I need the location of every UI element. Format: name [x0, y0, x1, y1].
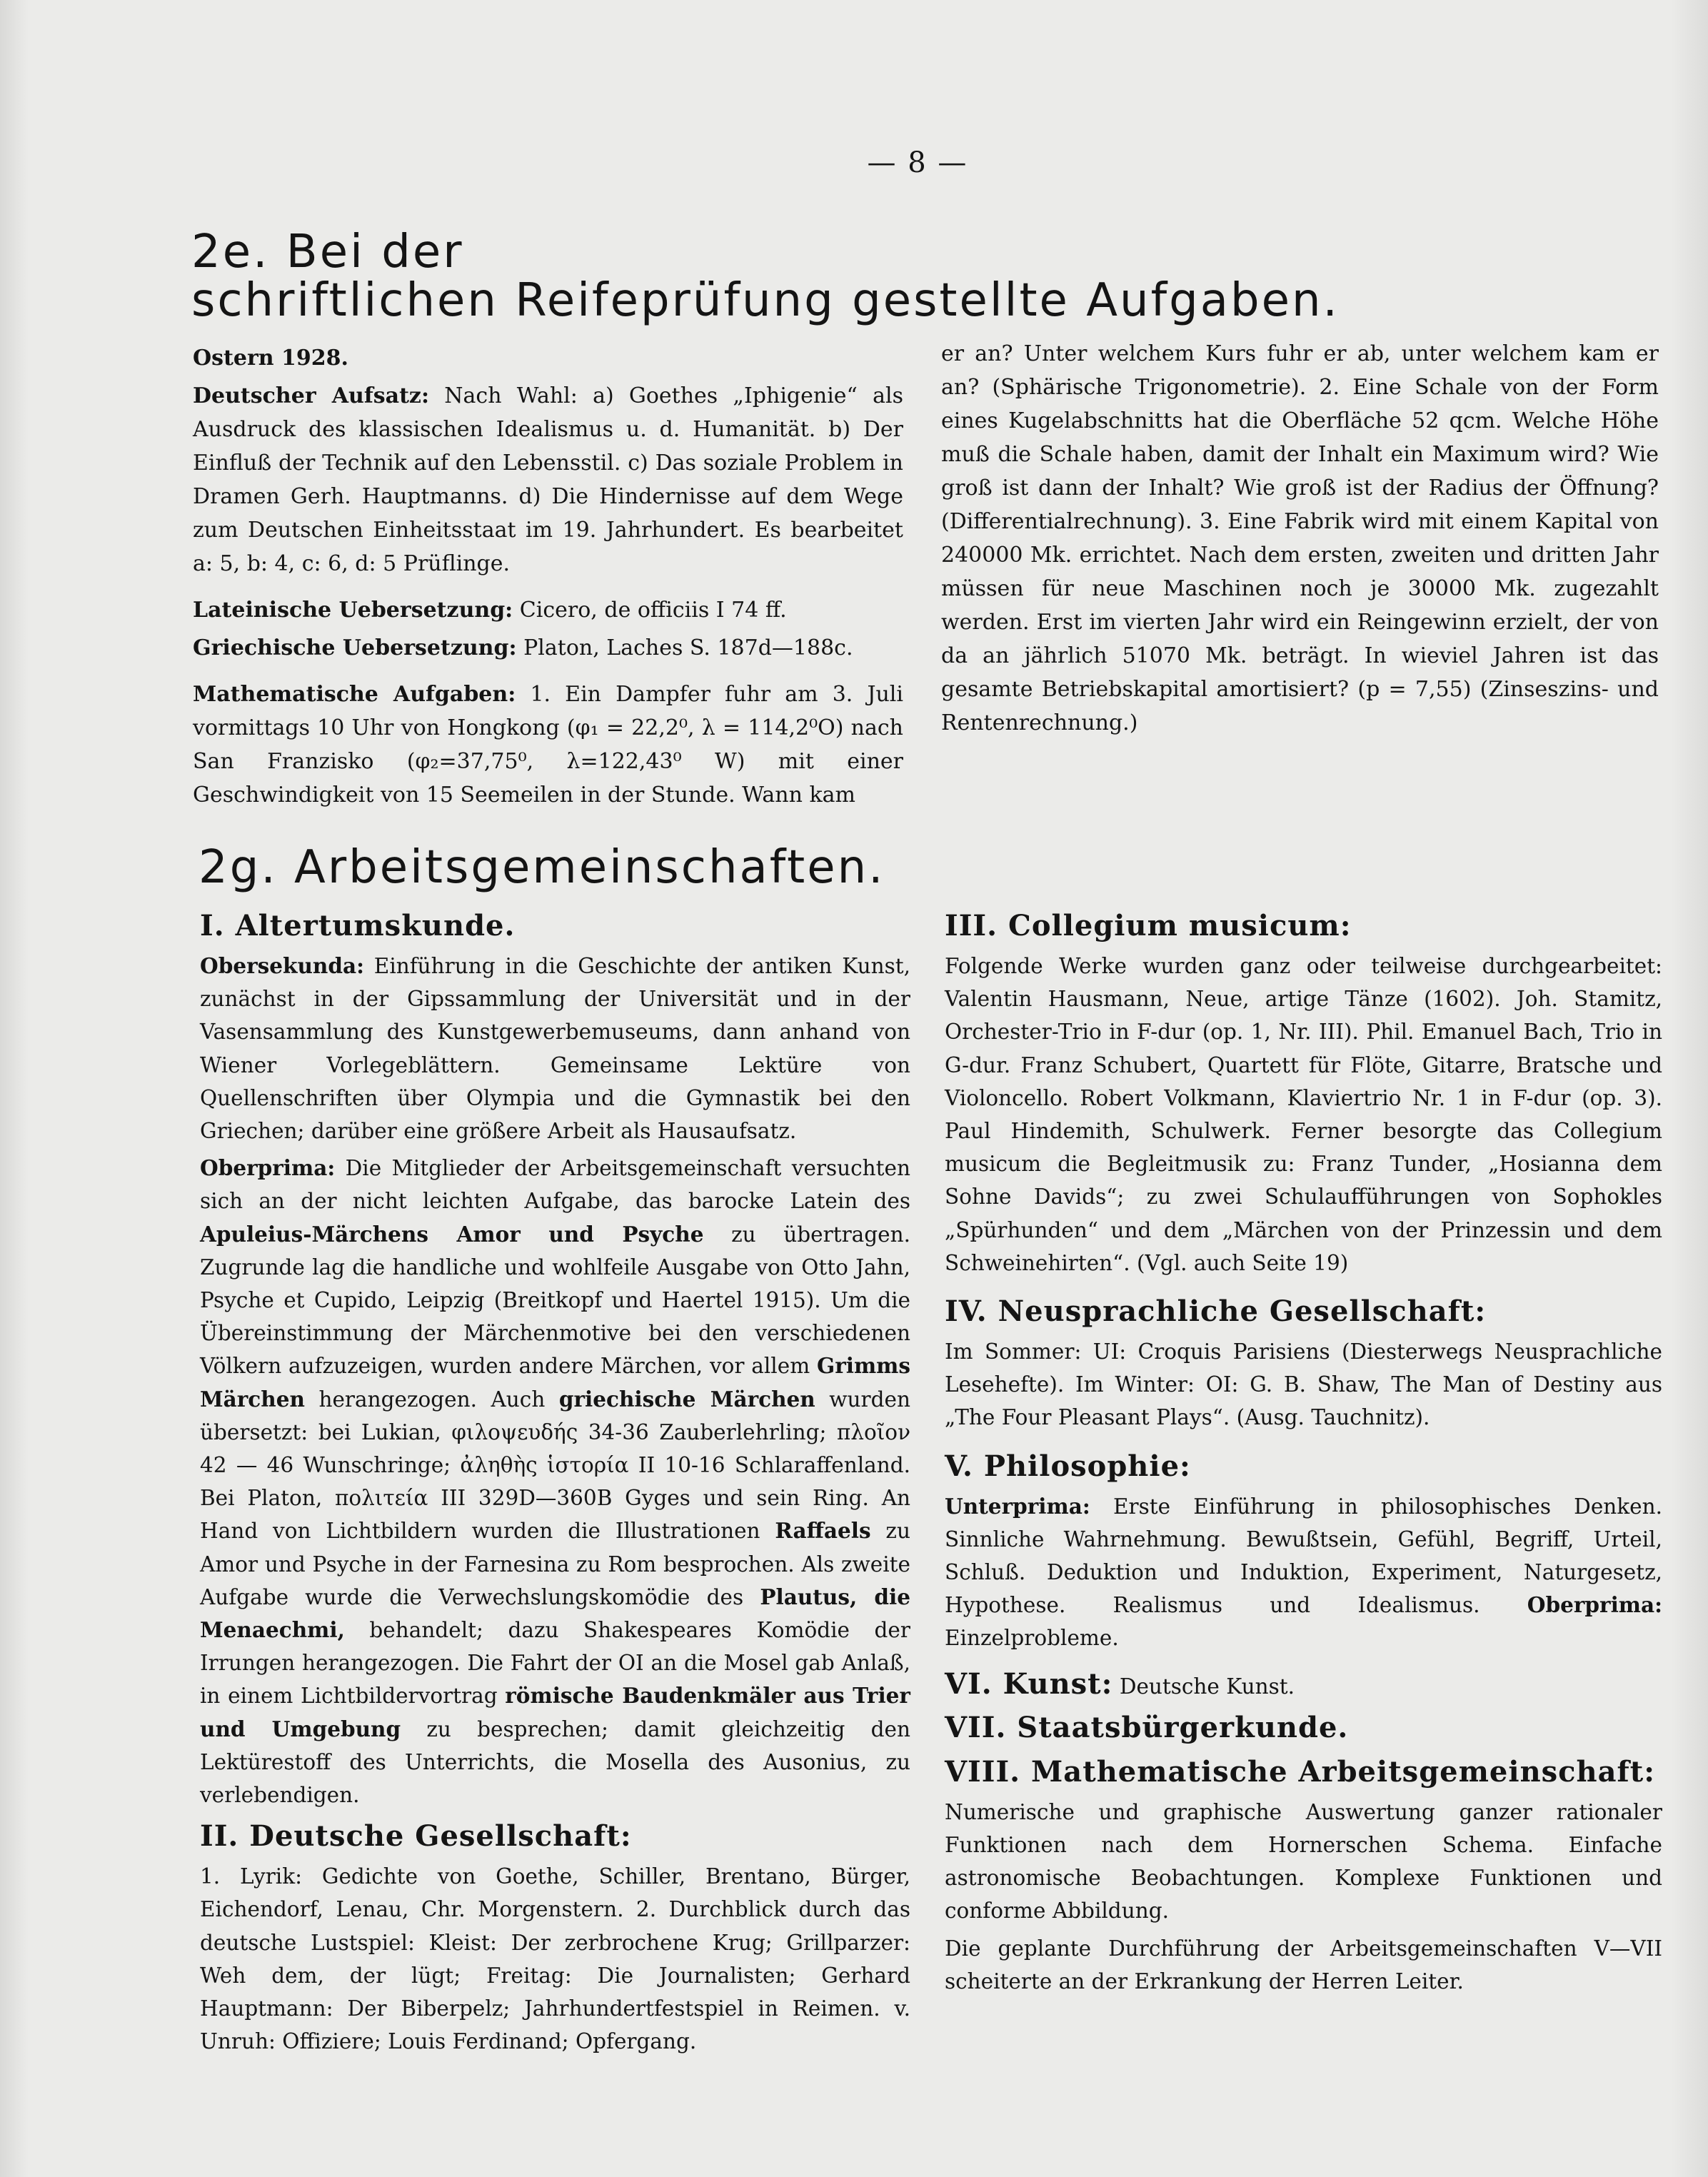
deutsche-gesellschaft-text: 1. Lyrik: Gedichte von Goethe, Schiller, Brentano, Bürger, Eichendorf, Lenau, Chr. Morgenstern. 2. Durchblick durch das deutsche Lustspiel: Kleist: Der zerbrochene Krug; Grillparzer: Weh dem, der lügt; Freitag: Die Journalisten; Gerhard Hauptmann: Der Biberpelz; Jahrhundertfestspiel in Reimen. v. Unruh: Offiziere; Louis Ferdinand; Opfergang.: [200, 1864, 910, 2054]
arbeitsgemeinschaften-note: Die geplante Durchführung der Arbeitsgemeinschaften V—VII scheiterte an der Erkrankung der Herren Leiter.: [945, 1936, 1662, 1994]
unterprima-text: Erste Einführung in philosophisches Denken. Sinnliche Wahrnehmung. Bewußtsein, Gefühl, Begriff, Urteil, Schluß. Deduktion und Induktion, Experiment, Naturgesetz, Hypothese. Realismus und Idealismus.: [945, 1494, 1662, 1618]
section-2g-right-column: [945, 901, 1662, 2011]
oberprima-bold-2: Grimms Märchen: [200, 1353, 910, 1412]
section-2g-title: 2g. Arbeitsgemeinschaften.: [199, 841, 885, 894]
obersekunda-label: Obersekunda:: [200, 953, 364, 978]
oberprima-text-4: wurden übersetzt: bei Lukian, φιλοψευδής 34-36 Zauberlehrling; πλοῖον 42 — 46 Wunschringe; ἀληθὴς ἱστορία II 10-16 Schlaraffenland. Bei Platon, πολιτεία III 329D—360B Gyges und sein Ring. An Hand von Lichtbildern wurden die Illustrationen: [200, 1387, 910, 1544]
oberprima-text-2: zu übertragen. Zugrunde lag die handliche und wohlfeile Ausgabe von Otto Jahn, Psyche et Cupido, Leipzig (Breitkopf und Haertel 1915). Um die Übereinstimmung der Märchenmotive bei den verschiedenen Völkern aufzuzeigen, wurden andere Märchen, vor allem: [200, 1222, 910, 1379]
latein-label: Lateinische Uebersetzung:: [193, 598, 513, 623]
latein-text: Cicero, de officiis I 74 ff.: [519, 598, 787, 623]
philosophie-oberprima-label: Oberprima:: [1527, 1592, 1662, 1618]
mathe-text-right: er an? Unter welchem Kurs fuhr er ab, unter welchem kam er an? (Sphärische Trigonometrie). 2. Eine Schale von der Form eines Kugelabschnitts hat die Oberfläche 52 qcm. Welche Höhe muß die Schale haben, damit der Inhalt ein Maximum wird? Wie groß ist dann der Inhalt? Wie groß ist der Radius der Öffnung? (Differentialrechnung). 3. Eine Fabrik wird mit einem Kapital von 240000 Mk. errichtet. Nach dem ersten, zweiten und dritten Jahr müssen für neue Maschinen noch je 30000 Mk. zugezahlt werden. Erst im vierten Jahr wird ein Reingewinn erzielt, der von da an jährlich 51070 Mk. beträgt. In wieviel Jahren ist das gesamte Betriebskapital amortisiert? (p = 7,55) (Zinseszins- und Rentenrechnung.): [941, 341, 1659, 735]
heading-staatsbuergerkunde: VII. Staatsbürgerkunde.: [945, 1710, 1349, 1744]
oberprima-text-1: Die Mitglieder der Arbeitsgemeinschaft versuchten sich an der nicht leichten Aufgabe, das barocke Latein des: [200, 1156, 910, 1214]
mathematische-ag-text: Numerische und graphische Auswertung ganzer rationaler Funktionen nach dem Hornerschen Schema. Einfache astronomische Beobachtungen. Komplexe Funktionen und conforme Abbildung.: [945, 1799, 1662, 1924]
collegium-musicum-text: Folgende Werke wurden ganz oder teilweise durchgearbeitet: Valentin Hausmann, Neue, artige Tänze (1602). Joh. Stamitz, Orchester-Trio in F-dur (op. 1, Nr. III). Phil. Emanuel Bach, Trio in G-dur. Franz Schubert, Quartett für Flöte, Gitarre, Bratsche und Violoncello. Robert Volkmann, Klaviertrio Nr. 1 in F-dur (op. 3). Paul Hindemith, Schulwerk. Ferner besorgte das Collegium musicum die Begleitmusik zu: Franz Tunder, „Hosianna dem Sohne Davids“; zu zwei Schulaufführungen von Sophokles „Spürhunden“ und dem „Märchen von der Prinzessin und dem Schweinehirten“. (Vgl. auch Seite 19): [945, 954, 1662, 1275]
mathe-label: Mathematische Aufgaben:: [193, 682, 516, 707]
aufsatz-label: Deutscher Aufsatz:: [193, 383, 430, 408]
section-2e-left-column: [193, 341, 903, 825]
oberprima-text-6: behandelt; dazu Shakespeares Komödie der Irrungen herangezogen. Die Fahrt der OI an die Mosel gab Anlaß, in einem Lichtbildervortrag: [200, 1618, 910, 1709]
philosophie-oberprima-text: Einzelprobleme.: [945, 1626, 1119, 1651]
oberprima-bold-5: Plautus, die Menaechmi,: [200, 1584, 910, 1643]
section-2e-right-column: [941, 337, 1659, 753]
page-number: — 8 —: [867, 146, 968, 179]
obersekunda-text: Einführung in die Geschichte der antiken Kunst, zunächst in der Gipssammlung der Universität und in der Vasensammlung des Kunstgewerbemuseums, dann anhand von Wiener Vorlegeblättern. Gemeinsame Lektüre von Quellenschriften über Olympia und die Gymnastik bei den Griechen; darüber eine größere Arbeit als Hausaufsatz.: [200, 954, 910, 1144]
heading-neusprachliche-gesellschaft: IV. Neusprachliche Gesellschaft:: [945, 1294, 1487, 1329]
heading-deutsche-gesellschaft: II. Deutsche Gesellschaft:: [200, 1819, 632, 1854]
section-2e-title-line2: schriftlichen Reifeprüfung gestellte Aufgaben.: [191, 274, 1340, 327]
oberprima-bold-1: Apuleius-Märchens Amor und Psyche: [200, 1221, 704, 1247]
section-2g-left-column: [200, 901, 910, 2071]
heading-mathematische-arbeitsgemeinschaft: VIII. Mathematische Arbeitsgemeinschaft:: [945, 1754, 1655, 1789]
neusprachliche-text: Im Sommer: UI: Croquis Parisiens (Diesterwegs Neusprachliche Lesehefte). Im Winter: OI: G. B. Shaw, The Man of Destiny aus „The Four Pleasant Plays“. (Ausg. Tauchnitz).: [945, 1339, 1662, 1430]
heading-kunst: VI. Kunst:: [945, 1666, 1113, 1701]
griech-text: Platon, Laches S. 187d—188c.: [523, 635, 853, 660]
oberprima-bold-4: Raffaels: [775, 1518, 871, 1544]
aufsatz-text: Nach Wahl: a) Goethes „Iphigenie“ als Ausdruck des klassischen Idealismus u. d. Humanität. b) Der Einfluß der Technik auf den Lebensstil. c) Das soziale Problem in Dramen Gerh. Hauptmanns. d) Die Hindernisse auf dem Wege zum Deutschen Einheitsstaat im 19. Jahrhundert. Es bearbeitet a: 5, b: 4, c: 6, d: 5 Prüflinge.: [193, 383, 903, 576]
oberprima-text-3: herangezogen. Auch: [318, 1387, 546, 1412]
kunst-text: Deutsche Kunst.: [1119, 1674, 1295, 1699]
oberprima-label: Oberprima:: [200, 1155, 336, 1181]
unterprima-label: Unterprima:: [945, 1493, 1090, 1519]
exam-date: Ostern 1928.: [193, 346, 348, 371]
heading-collegium-musicum: III. Collegium musicum:: [945, 909, 1352, 942]
heading-philosophie: V. Philosophie:: [945, 1449, 1191, 1483]
oberprima-bold-6: römische Baudenkmäler aus Trier und Umgebung: [200, 1683, 910, 1741]
oberprima-text-5: zu Amor und Psyche in der Farnesina zu Rom besprochen. Als zweite Aufgabe wurde die Verwechslungskomödie des: [200, 1519, 910, 1609]
oberprima-text-7: zu besprechen; damit gleichzeitig den Lektürestoff des Unterrichts, die Mosella des Ausonius, zu verlebendigen.: [200, 1716, 910, 1808]
griech-label: Griechische Uebersetzung:: [193, 635, 517, 660]
mathe-text-left: 1. Ein Dampfer fuhr am 3. Juli vormittags 10 Uhr von Hongkong (φ₁ = 22,2⁰, λ = 114,2⁰O) nach San Franzisko (φ₂=37,75⁰, λ=122,43⁰ W) mit einer Geschwindigkeit von 15 Seemeilen in der Stunde. Wann kam: [193, 682, 903, 808]
oberprima-bold-3: griechische Märchen: [558, 1386, 815, 1412]
section-2e-title-line1: 2e. Bei der: [191, 226, 464, 278]
heading-altertumskunde: I. Altertumskunde.: [200, 909, 516, 942]
